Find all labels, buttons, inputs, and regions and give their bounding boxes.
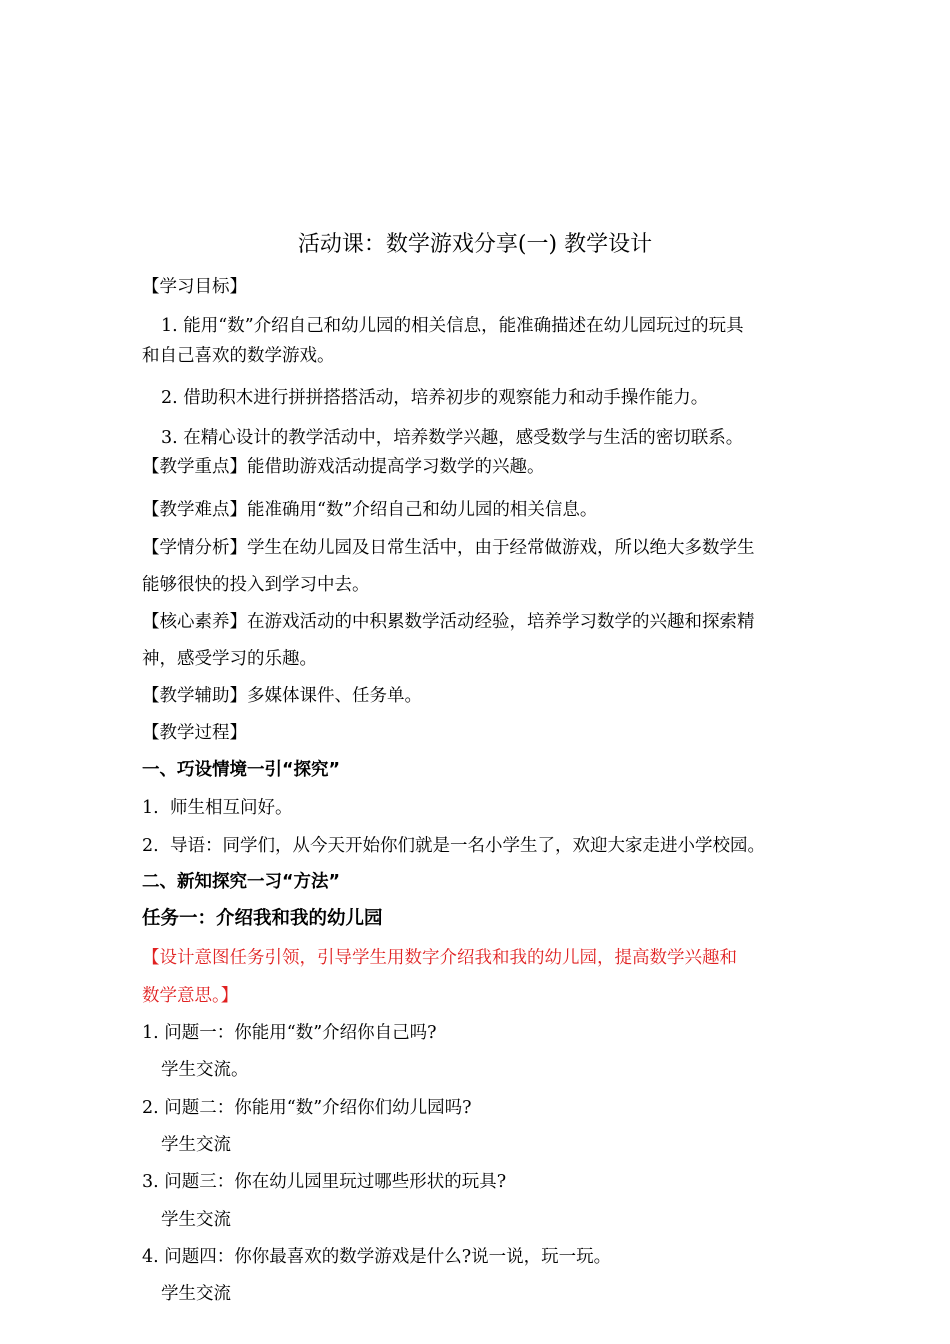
design-intent-line-2: 数学意思。】 [142,986,239,1006]
section-1-item-2 [142,834,765,858]
page-title: 活动课：数学游戏分享(一) 教学设计 [297,232,653,257]
objective-1-line-1: 1. 能用“数”介绍自己和幼儿园的相关信息，能准确描述在幼儿园玩过的玩具 [161,316,744,336]
question-4: 4. 问题四：你你最喜欢的数学游戏是什么?说一说，玩一玩。 [142,1247,612,1267]
section-1-heading: 一、巧设情境一引“探究” [142,760,341,780]
objective-3: 3. 在精心设计的教学活动中，培养数学兴趣，感受数学与生活的密切联系。 [161,428,744,448]
task-1-heading: 任务一：介绍我和我的幼儿园 [142,908,383,929]
section-1-item-1 [142,796,293,820]
design-intent-line-1: 【设计意图任务引领，引导学生用数字介绍我和我的幼儿园，提高数学兴趣和 [142,948,737,968]
difficulty: 【教学难点】能准确用“数”介绍自己和幼儿园的相关信息。 [142,500,598,520]
literacy-line-1: 【核心素养】在游戏活动的中积累数学活动经验，培养学习数学的兴趣和探索精 [142,612,755,632]
question-2: 2. 问题二：你能用“数”介绍你们幼儿园吗? [142,1098,472,1118]
teaching-aids: 【教学辅助】多媒体课件、任务单。 [142,686,422,706]
objective-1-line-2: 和自己喜欢的数学游戏。 [142,346,335,366]
question-3: 3. 问题三：你在幼儿园里玩过哪些形状的玩具? [142,1172,507,1192]
key-point: 【教学重点】能借助游戏活动提高学习数学的兴趣。 [142,457,545,477]
question-1-answer: 学生交流。 [161,1060,249,1080]
objectives-heading: 【学习目标】 [142,277,247,297]
objective-2: 2. 借助积木进行拼拼搭搭活动，培养初步的观察能力和动手操作能力。 [161,388,709,408]
analysis-line-2: 能够很快的投入到学习中去。 [142,575,370,595]
item-number: 2. [142,836,159,856]
literacy-line-2: 神，感受学习的乐趣。 [142,649,317,669]
item-text: 师生相互问好。 [170,798,293,818]
question-1: 1. 问题一：你能用“数”介绍你自己吗? [142,1023,437,1043]
process-heading: 【教学过程】 [142,723,247,743]
question-4-answer: 学生交流 [161,1284,231,1304]
question-3-answer: 学生交流 [161,1210,231,1230]
item-number: 1. [142,798,159,818]
section-2-heading: 二、新知探究一习“方法” [142,872,341,892]
analysis-line-1: 【学情分析】学生在幼儿园及日常生活中，由于经常做游戏，所以绝大多数学生 [142,538,755,558]
item-text: 导语：同学们，从今天开始你们就是一名小学生了，欢迎大家走进小学校园。 [170,836,765,856]
question-2-answer: 学生交流 [161,1135,231,1155]
